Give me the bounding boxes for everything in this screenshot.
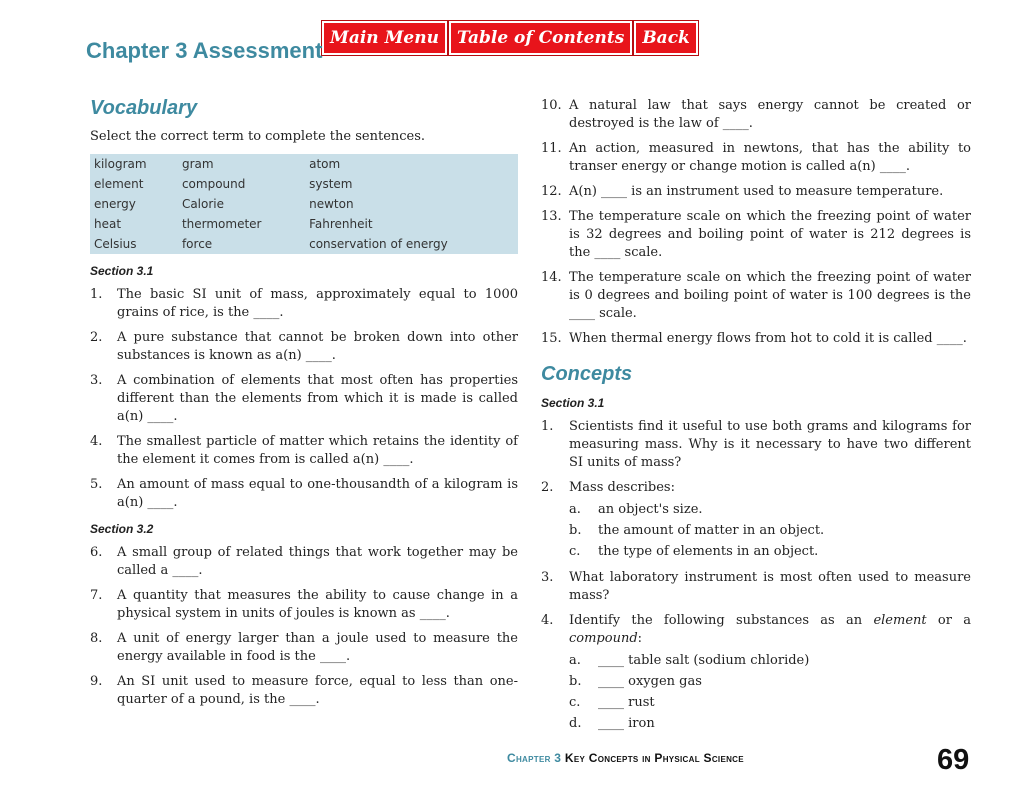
word-bank-cell: thermometer [181,217,262,231]
question-number: 10. [541,98,562,113]
question-text: A quantity that measures the ability to cause change in a physical system in units of joules is known as ____. [117,588,518,621]
option-text: ____ rust [598,695,655,710]
option-letter: b. [569,674,582,689]
question [90,476,518,512]
option-text: the type of elements in an object. [598,544,819,559]
question-number: 5. [90,477,103,492]
word-bank-cell: Celsius [94,237,137,251]
question-text: The temperature scale on which the freezing point of water is 32 degrees and boiling point of water is 212 degrees is the ____ scale. [569,209,971,260]
option-letter: a. [569,502,581,517]
word-bank-cell: force [181,237,213,251]
word-bank-cell: system [309,177,353,191]
footer-chapter: Chapter 3 [507,751,562,765]
vocabulary-heading: Vocabulary [90,97,198,119]
table-of-contents-button[interactable]: Table of Contents [449,21,632,55]
page-title: Chapter 3 Assessment [86,38,323,63]
concepts-heading: Concepts [541,363,633,385]
question [90,544,518,580]
word-bank-cell: atom [309,157,341,171]
question [541,612,971,648]
section-label: Section 3.2 [90,522,154,536]
question-number: 3. [541,570,554,585]
option-letter: b. [569,523,582,538]
question-text: A pure substance that cannot be broken down into other substances is known as a(n) ____. [117,330,518,363]
question [541,269,971,323]
option-letter: a. [569,653,581,668]
question [541,140,971,176]
question-text: What laboratory instrument is most often used to measure mass? [569,570,971,603]
question [541,183,971,201]
table-row [90,214,518,234]
question-number: 15. [541,331,562,346]
question-text: The basic SI unit of mass, approximately equal to 1000 grains of rice, is the ____. [117,287,518,320]
question-number: 11. [541,141,562,156]
question-number: 8. [90,631,103,646]
option-text: ____ oxygen gas [598,674,702,689]
table-row [90,154,518,174]
question-number: 6. [90,545,103,560]
question-number: 4. [90,434,103,449]
question-number: 2. [90,330,103,345]
question-text: A unit of energy larger than a joule used to measure the energy available in food is the ____. [117,631,518,664]
question [90,372,518,426]
word-bank-cell: energy [94,197,136,211]
question-number: 14. [541,270,562,285]
answer-option [569,501,971,519]
question-text: An SI unit used to measure force, equal to less than one-quarter of a pound, is the ____. [117,674,518,707]
word-bank-cell: kilogram [94,157,147,171]
section-label: Section 3.1 [541,396,605,410]
question-text: Identify the following substances as an element or a compound: [569,613,972,646]
question-text: The smallest particle of matter which retains the identity of the element it comes from is called a(n) ____. [117,434,518,467]
answer-option [569,715,971,733]
question-text: A(n) ____ is an instrument used to measure temperature. [569,184,944,199]
question [541,97,971,133]
question [541,479,971,497]
section-label: Section 3.1 [90,264,154,278]
question-text: The temperature scale on which the freezing point of water is 0 degrees and boiling point of water is 100 degrees is the ____ scale. [569,270,971,321]
question [90,673,518,709]
word-bank-cell: Calorie [181,197,225,211]
question-number: 1. [541,419,554,434]
vocabulary-instructions: Select the correct term to complete the sentences. [90,129,426,144]
nav-bar [322,21,698,55]
question-text: An action, measured in newtons, that has the ability to transer energy or change motion is called a(n) ____. [569,141,971,174]
option-letter: d. [569,716,582,731]
question-number: 7. [90,588,103,603]
question-number: 2. [541,480,554,495]
left-column [90,96,518,716]
answer-option [569,652,971,670]
question [90,433,518,469]
question-number: 3. [90,373,103,388]
question [90,329,518,365]
question [541,330,971,348]
question-text: An amount of mass equal to one-thousandth of a kilogram is a(n) ____. [117,477,518,510]
page-number: 69 [937,744,970,776]
question [90,587,518,623]
answer-option [569,694,971,712]
question [90,630,518,666]
question-number: 12. [541,184,562,199]
option-text: ____ table salt (sodium chloride) [598,653,810,668]
word-bank-cell: newton [309,197,354,211]
option-text: ____ iron [598,716,655,731]
footer-chapter-title [507,751,744,765]
question-text: Scientists find it useful to use both grams and kilograms for measuring mass. Why is it necessary to have two different SI units of mass? [569,419,971,470]
vocabulary-word-bank [90,154,518,254]
question-text: A natural law that says energy cannot be created or destroyed is the law of ____. [569,98,971,131]
question-number: 4. [541,613,554,628]
answer-option [569,522,971,540]
option-text: an object's size. [598,502,703,517]
back-button[interactable]: Back [634,21,698,55]
answer-option [569,543,971,561]
question-text: A combination of elements that most often has properties different than the elements from which it is made is called a(n) ____. [117,373,518,424]
word-bank-cell: compound [181,177,246,191]
question-text: A small group of related things that work together may be called a ____. [117,545,518,578]
word-bank-cell: conservation of energy [309,237,448,251]
answer-option [569,673,971,691]
question [541,418,971,472]
question-number: 13. [541,209,562,224]
main-menu-button[interactable]: Main Menu [322,21,447,55]
word-bank-cell: gram [181,157,214,171]
question-number: 1. [90,287,103,302]
option-text: the amount of matter in an object. [598,523,825,538]
question [541,208,971,262]
right-column [541,97,971,736]
question-number: 9. [90,674,103,689]
word-bank-cell: Fahrenheit [309,217,373,231]
question-text: Mass describes: [569,480,675,495]
question [90,286,518,322]
footer-title: Key Concepts in Physical Science [564,751,744,765]
word-bank-cell: heat [94,217,122,231]
table-row [90,194,518,214]
question-text: When thermal energy flows from hot to cold it is called ____. [569,331,967,346]
table-row [90,234,518,254]
question [541,569,971,605]
word-bank-cell: element [94,177,144,191]
option-letter: c. [569,695,581,710]
table-row [90,174,518,194]
option-letter: c. [569,544,581,559]
